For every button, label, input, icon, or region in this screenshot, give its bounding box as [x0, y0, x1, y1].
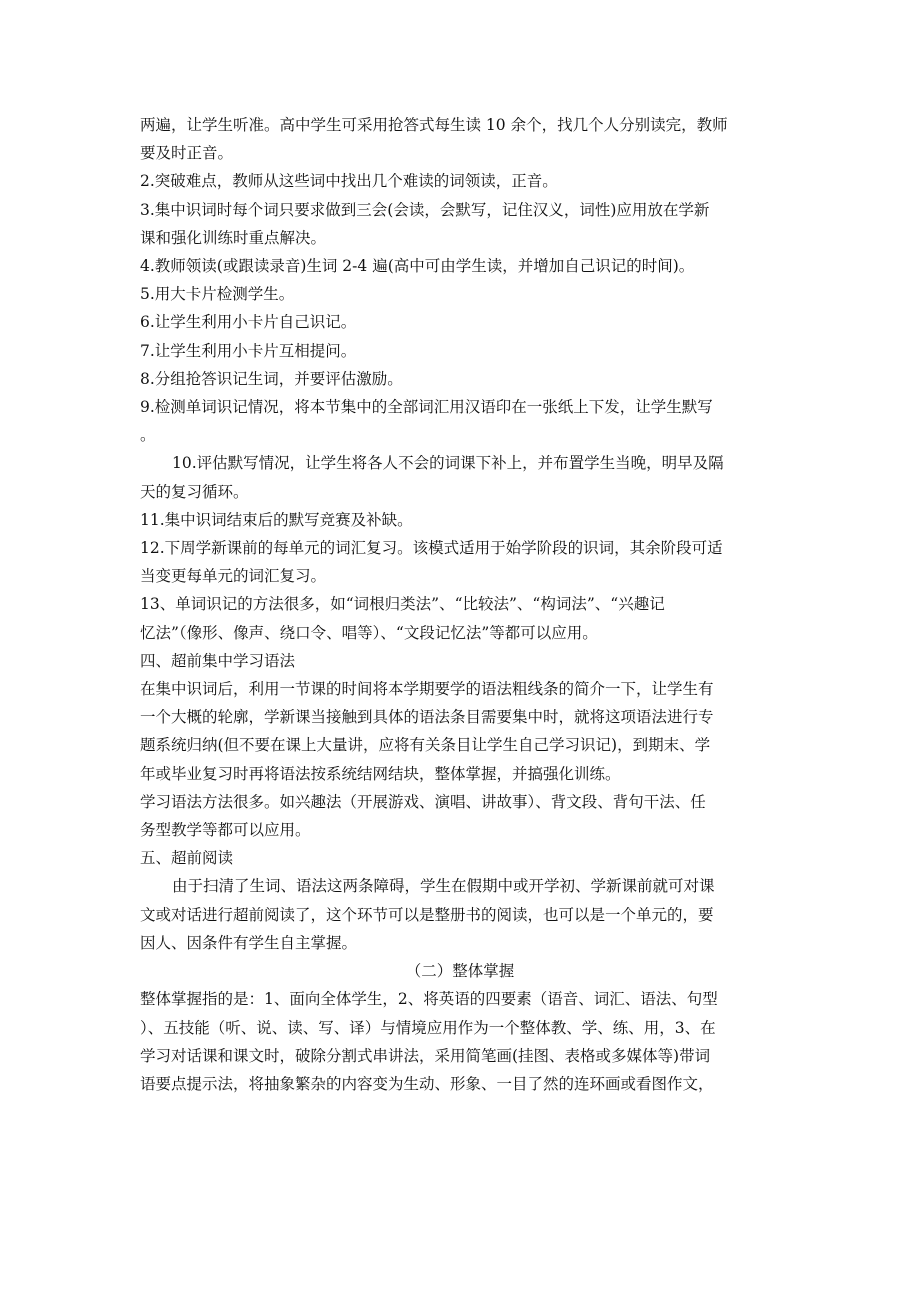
text-line: 5.用大卡片检测学生。 — [140, 285, 295, 304]
document-body — [140, 111, 780, 1098]
text-line: 整体掌握指的是：1、面向全体学生，2、将英语的四要素（语音、词汇、语法、句型 — [140, 990, 718, 1009]
text-line: 6.让学生利用小卡片自己识记。 — [140, 313, 357, 332]
text-line: 要及时正音。 — [140, 144, 234, 163]
text-line: 一个大概的轮廓，学新课当接触到具体的语法条目需要集中时，就将这项语法进行专 — [140, 708, 714, 727]
text-line: 学习对话课和课文时，破除分割式串讲法，采用简笔画(挂图、表格或多媒体等)带词 — [140, 1046, 711, 1065]
text-line: 8.分组抢答识记生词，并要评估激励。 — [140, 369, 403, 388]
text-line: 9.检测单词识记情况，将本节集中的全部词汇用汉语印在一张纸上下发，让学生默写 — [140, 398, 713, 417]
text-line: 课和强化训练时重点解决。 — [140, 228, 327, 247]
text-line: 2.突破难点，教师从这些词中找出几个难读的词领读，正音。 — [140, 172, 558, 191]
text-line: 文或对话进行超前阅读了，这个环节可以是整册书的阅读，也可以是一个单元的，要 — [140, 905, 714, 924]
text-line: 在集中识词后，利用一节课的时间将本学期要学的语法粗线条的简介一下，让学生有 — [140, 680, 714, 699]
text-line: 由于扫清了生词、语法这两条障碍，学生在假期中或开学初、学新课前就可对课 — [172, 877, 715, 896]
section-heading: 四、超前集中学习语法 — [140, 651, 296, 670]
text-line: 当变更每单元的词汇复习。 — [140, 567, 327, 586]
text-line: 学习语法方法很多。如兴趣法（开展游戏、演唱、讲故事）、背文段、背句干法、任 — [140, 792, 706, 811]
section-heading: 五、超前阅读 — [140, 849, 234, 868]
text-line: 年或毕业复习时再将语法按系统结网结块，整体掌握，并搞强化训练。 — [140, 764, 621, 783]
text-line: 4.教师领读(或跟读录音)生词 2-4 遍(高中可由学生读，并增加自己识记的时间)。 — [140, 257, 695, 276]
text-line: 语要点提示法，将抽象繁杂的内容变为生动、形象、一目了然的连环画或看图作文， — [140, 1074, 714, 1093]
text-line: 11.集中识词结束后的默写竞赛及补缺。 — [140, 510, 413, 529]
text-line: 天的复习循环。 — [140, 482, 249, 501]
text-line: 两遍，让学生听准。高中学生可采用抢答式每生读 10 余个，找几个人分别读完，教师 — [140, 116, 728, 134]
text-line: 因人、因条件有学生自主掌握。 — [140, 933, 358, 952]
text-line: 13、单词识记的方法很多，如“词根归类法”、“比较法”、“构词法”、“兴趣记 — [140, 595, 665, 614]
text-line: ）、五技能（听、说、读、写、译）与情境应用作为一个整体教、学、练、用，3、在 — [140, 1018, 716, 1037]
text-line: 10.评估默写情况，让学生将各人不会的词课下补上，并布置学生当晚，明早及隔 — [172, 454, 724, 473]
text-line: 3.集中识词时每个词只要求做到三会(会读，会默写，记住汉义，词性)应用放在学新 — [140, 200, 710, 219]
text-line: 务型教学等都可以应用。 — [140, 821, 311, 840]
text-line: 12.下周学新课前的每单元的词汇复习。该模式适用于始学阶段的识词，其余阶段可适 — [140, 539, 723, 558]
text-line: 题系统归纳(但不要在课上大量讲，应将有关条目让学生自己学习识记)，到期末、学 — [140, 736, 711, 755]
subsection-heading: （二）整体掌握 — [405, 962, 515, 981]
text-line: 。 — [140, 426, 156, 445]
text-line: 忆法”（像形、像声、绕口令、唱等）、“文段记忆法”等都可以应用。 — [140, 623, 598, 642]
text-line: 7.让学生利用小卡片互相提问。 — [140, 341, 357, 360]
